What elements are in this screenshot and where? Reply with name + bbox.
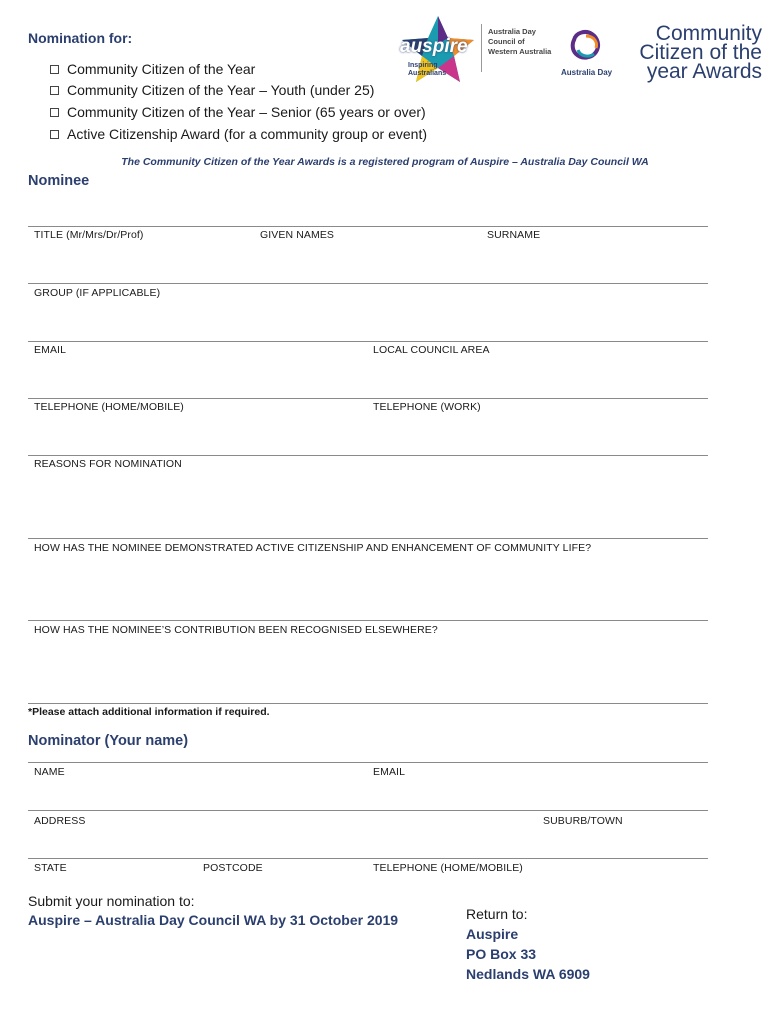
option-youth[interactable] — [50, 82, 374, 98]
council-field-label: LOCAL COUNCIL AREA — [373, 344, 490, 356]
email-council-input-area[interactable] — [28, 357, 708, 397]
recognised-field-label: HOW HAS THE NOMINEE’S CONTRIBUTION BEEN RECOGNISED ELSEWHERE? — [34, 624, 438, 636]
nominator-state-input-area[interactable] — [28, 876, 708, 890]
reasons-field-label: REASONS FOR NOMINATION — [34, 458, 182, 470]
divider — [28, 762, 708, 763]
auspire-wordmark: auspire — [400, 36, 468, 57]
checkbox[interactable] — [50, 65, 59, 74]
divider — [28, 398, 708, 399]
auspire-tagline: Inspiring Australians — [408, 62, 447, 77]
divider — [28, 620, 708, 621]
option-label: Community Citizen of the Year – Senior (65 years or over) — [67, 104, 426, 120]
surname-field-label: SURNAME — [487, 229, 541, 241]
checkbox[interactable] — [50, 130, 59, 139]
nomination-for-heading: Nomination for: — [28, 30, 133, 46]
divider — [28, 858, 708, 859]
nominator-postcode-label: POSTCODE — [203, 862, 263, 874]
australia-day-logo — [566, 26, 606, 70]
nominator-heading: Nominator (Your name) — [28, 733, 189, 749]
australia-map-icon — [566, 26, 606, 66]
nominator-name-input-area[interactable] — [28, 779, 708, 809]
auspire-logo — [398, 14, 478, 86]
option-citizen-of-year[interactable] — [50, 61, 255, 77]
divider — [28, 703, 708, 704]
divider — [28, 455, 708, 456]
group-input-area[interactable] — [28, 300, 708, 340]
divider — [28, 810, 708, 811]
option-label: Active Citizenship Award (for a community group or event) — [67, 126, 428, 142]
checkbox[interactable] — [50, 86, 59, 95]
checkbox[interactable] — [50, 108, 59, 117]
given-names-field-label: GIVEN NAMES — [260, 229, 335, 241]
australia-day-label: Australia Day — [561, 68, 613, 77]
nominator-email-label: EMAIL — [373, 766, 406, 778]
email-field-label: EMAIL — [34, 344, 67, 356]
submit-instruction: Submit your nomination to: — [28, 893, 195, 909]
nominator-address-label: ADDRESS — [34, 815, 86, 827]
nominator-name-label: NAME — [34, 766, 65, 778]
phone-home-field-label: TELEPHONE (HOME/MOBILE) — [34, 401, 184, 413]
citizenship-field-label: HOW HAS THE NOMINEE DEMONSTRATED ACTIVE CITIZENSHIP AND ENHANCEMENT OF COMMUNITY LIFE? — [34, 542, 592, 554]
return-pobox: PO Box 33 — [466, 946, 537, 962]
logo-divider — [481, 24, 482, 72]
submit-deadline: Auspire – Australia Day Council WA by 31 October 2019 — [28, 912, 399, 928]
attach-note: *Please attach additional information if required. — [28, 706, 270, 718]
recognised-input-area[interactable] — [28, 638, 708, 700]
nominee-name-input-area[interactable] — [28, 242, 708, 282]
option-label: Community Citizen of the Year — [67, 61, 256, 77]
nominator-state-label: STATE — [34, 862, 67, 874]
divider — [28, 226, 708, 227]
reasons-input-area[interactable] — [28, 472, 708, 536]
nominator-address-input-area[interactable] — [28, 828, 708, 858]
option-active-citizenship[interactable] — [50, 126, 427, 142]
phone-input-area[interactable] — [28, 414, 708, 454]
option-senior[interactable] — [50, 104, 426, 120]
return-to-label: Return to: — [466, 906, 528, 922]
ccya-logo-title: Community Citizen of the year Awards — [639, 22, 762, 83]
return-org: Auspire — [466, 926, 519, 942]
nominator-phone-label: TELEPHONE (HOME/MOBILE) — [373, 862, 523, 874]
nominee-heading: Nominee — [28, 173, 90, 189]
divider — [28, 341, 708, 342]
divider — [28, 538, 708, 539]
citizenship-input-area[interactable] — [28, 556, 708, 618]
phone-work-field-label: TELEPHONE (WORK) — [373, 401, 481, 413]
divider — [28, 283, 708, 284]
registered-program-note: The Community Citizen of the Year Awards is a registered program of Auspire – Australia Day Council WA — [121, 156, 649, 168]
nominator-suburb-label: SUBURB/TOWN — [543, 815, 623, 827]
council-logo-text: Australia Day Council of Western Australia — [488, 27, 552, 56]
title-field-label: TITLE (Mr/Mrs/Dr/Prof) — [34, 229, 144, 241]
group-field-label: GROUP (IF APPLICABLE) — [34, 287, 161, 299]
option-label: Community Citizen of the Year – Youth (under 25) — [67, 82, 375, 98]
return-city: Nedlands WA 6909 — [466, 966, 590, 982]
